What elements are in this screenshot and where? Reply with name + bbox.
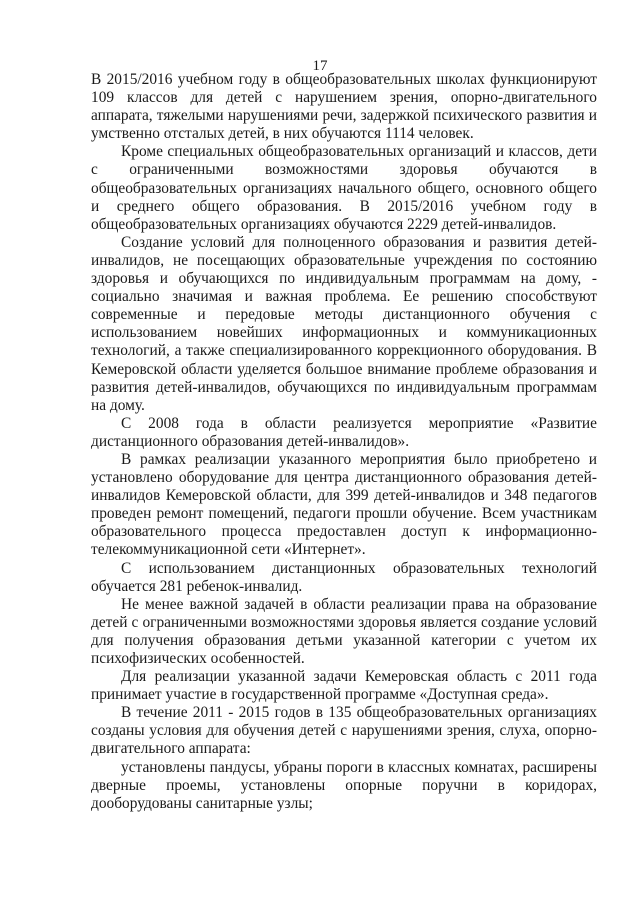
paragraph-measures-list: установлены пандусы, убраны пороги в классных комнатах, расширены дверные проемы, установлены опорные поручни в коридорах, дооборудованы санитарные узлы;: [91, 758, 597, 812]
paragraph-distance-education-start: С 2008 года в области реализуется мероприятие «Развитие дистанционного образования детей-инвалидов».: [91, 414, 597, 450]
paragraph-distance-center-equipment: В рамках реализации указанного мероприятия было приобретено и установлено оборудование для центра дистанционного образования детей-инвалидов Кемеровской области, для 399 детей-инвалидов и 348 педагогов проведен ремонт помещений, педагоги прошли обучение. Всем участникам образовательного процесса предоставлен доступ к информационно-телекоммуникационной сети «Интернет».: [91, 450, 597, 559]
paragraph-organizations-conditions: В течение 2011 - 2015 годов в 135 общеобразовательных организациях созданы условия для обучения детей с нарушениями зрения, слуха, опорно-двигательного аппарата:: [91, 704, 597, 758]
page-number: 17: [312, 58, 328, 74]
paragraph-classes-count: В 2015/2016 учебном году в общеобразовательных школах функционируют 109 классов для детей с нарушением зрения, опорно-двигательного аппарата, тяжелыми нарушениями речи, задержкой психического развития и умственно отсталых детей, в них обучаются 1114 человек.: [91, 71, 597, 143]
document-body: [91, 71, 597, 813]
paragraph-accessible-environment-program: Для реализации указанной задачи Кемеровская область с 2011 года принимает участие в государственной программе «Доступная среда».: [91, 668, 597, 704]
paragraph-distance-students-count: С использованием дистанционных образовательных технологий обучается 281 ребенок-инвалид.: [91, 559, 597, 595]
paragraph-rights-task: Не менее важной задачей в области реализации права на образование детей с ограниченными возможностями здоровья является создание условий для получения образования детьми указанной категории с учетом их психофизических особенностей.: [91, 595, 597, 667]
paragraph-home-education-problem: Создание условий для полноценного образования и развития детей-инвалидов, не посещающих образовательные учреждения по состоянию здоровья и обучающихся по индивидуальным программам на дому, - социально значимая и важная проблема. Ее решению способствуют современные и передовые методы дистанционного обучения с использованием новейших информационных и коммуникационных технологий, а также специализированного коррекционного оборудования. В Кемеровской области уделяется большое внимание проблеме образования и развития детей-инвалидов, обучающихся по индивидуальным программам на дому.: [91, 233, 597, 414]
paragraph-disabled-children-count: Кроме специальных общеобразовательных организаций и классов, дети с ограниченными возможностями здоровья обучаются в общеобразовательных организациях начального общего, основного общего и среднего общего образования. В 2015/2016 учебном году в общеобразовательных организациях обучаются 2229 детей-инвалидов.: [91, 143, 597, 233]
